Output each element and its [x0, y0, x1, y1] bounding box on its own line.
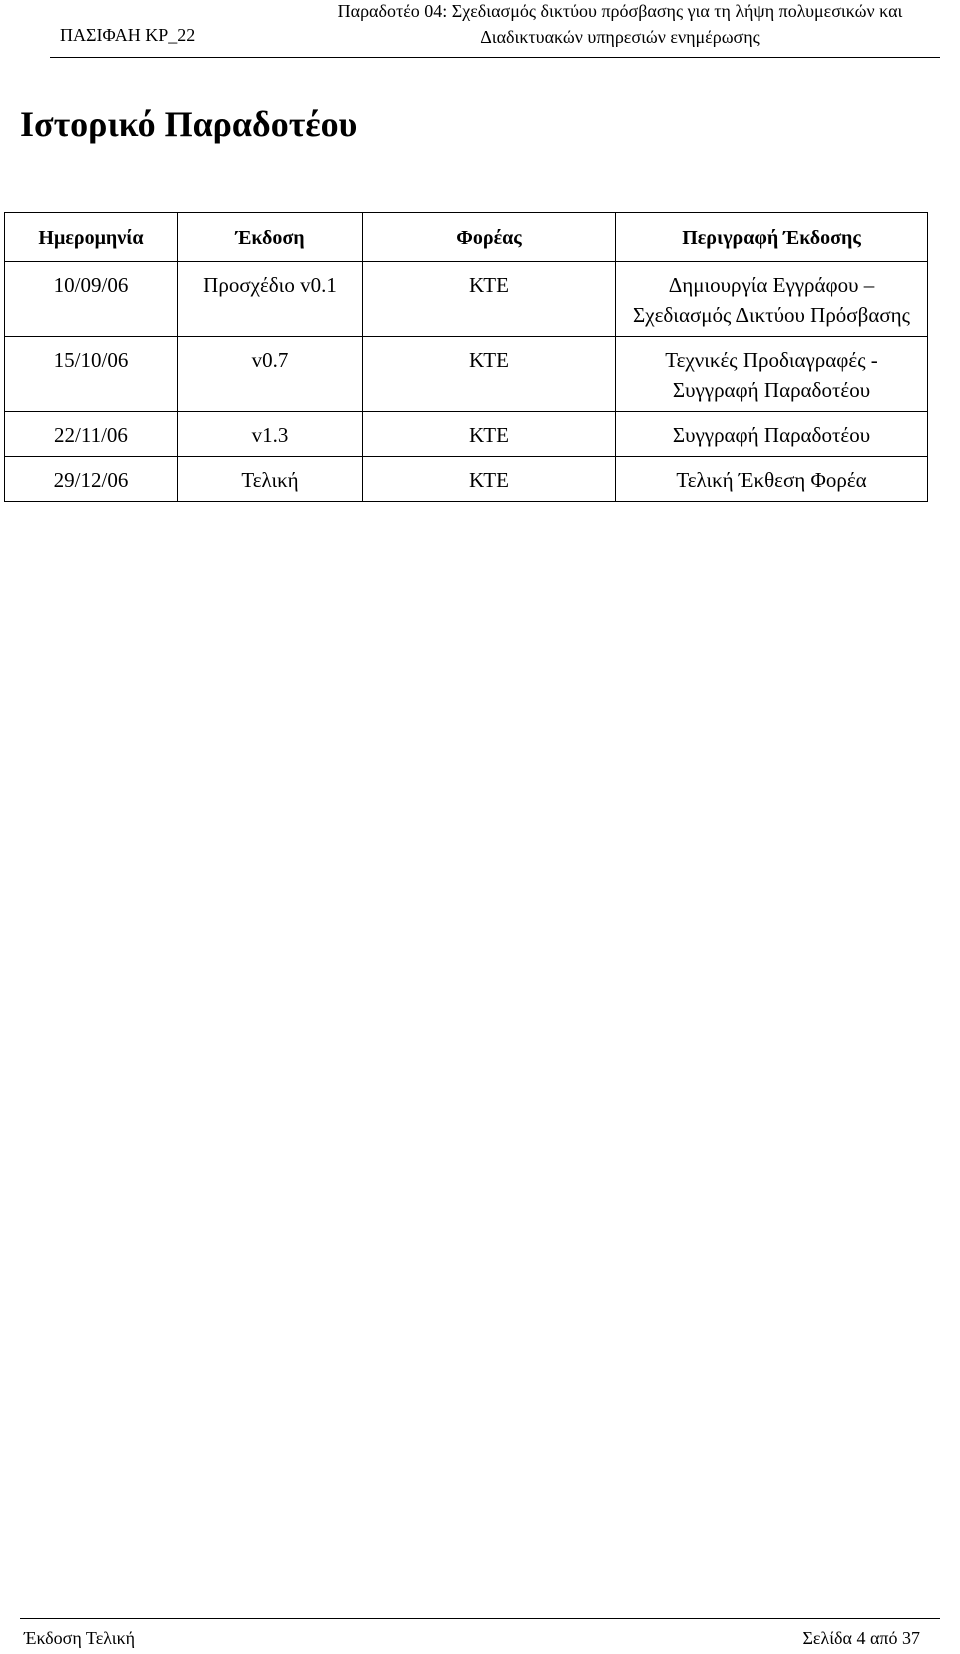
document-title — [300, 0, 940, 50]
page-number: Σελίδα 4 από 37 — [802, 1628, 920, 1648]
cell-version: v1.3 — [178, 412, 363, 457]
header-description: Περιγραφή Έκδοσης — [616, 213, 928, 262]
description-line: Σχεδιασμός Δικτύου Πρόσβασης — [633, 303, 910, 327]
cell-date: 22/11/06 — [5, 412, 178, 457]
cell-organization: ΚΤΕ — [363, 457, 616, 502]
cell-version: Προσχέδιο v0.1 — [178, 262, 363, 337]
page-header — [50, 0, 940, 58]
cell-description — [616, 337, 928, 412]
cell-organization: ΚΤΕ — [363, 262, 616, 337]
version-history-table — [4, 212, 928, 502]
description-line: Τεχνικές Προδιαγραφές - — [665, 348, 878, 372]
cell-version: Τελική — [178, 457, 363, 502]
table-row — [5, 262, 928, 337]
cell-version: v0.7 — [178, 337, 363, 412]
cell-date: 29/12/06 — [5, 457, 178, 502]
table-row — [5, 337, 928, 412]
table-row — [5, 457, 928, 502]
document-title-line-2: Διαδικτυακών υπηρεσιών ενημέρωσης — [480, 27, 760, 47]
cell-description — [616, 262, 928, 337]
table-header-row — [5, 213, 928, 262]
description-line: Τελική Έκθεση Φορέα — [676, 468, 867, 492]
project-code: ΠΑΣΙΦΑΗ ΚΡ_22 — [60, 25, 196, 45]
header-version: Έκδοση — [178, 213, 363, 262]
cell-date: 10/09/06 — [5, 262, 178, 337]
header-organization: Φορέας — [363, 213, 616, 262]
description-line: Συγγραφή Παραδοτέου — [672, 378, 871, 402]
description-line: Δημιουργία Εγγράφου – — [668, 273, 875, 297]
cell-description — [616, 457, 928, 502]
page-footer — [20, 1618, 940, 1654]
page-title: Ιστορικό Παραδοτέου — [20, 104, 358, 144]
document-title-line-1: Παραδοτέο 04: Σχεδιασμός δικτύου πρόσβασης για τη λήψη πολυμεσικών και — [337, 1, 903, 21]
header-date: Ημερομηνία — [5, 213, 178, 262]
cell-date: 15/10/06 — [5, 337, 178, 412]
table-row — [5, 412, 928, 457]
cell-description — [616, 412, 928, 457]
cell-organization: ΚΤΕ — [363, 412, 616, 457]
cell-organization: ΚΤΕ — [363, 337, 616, 412]
description-line: Συγγραφή Παραδοτέου — [672, 423, 871, 447]
version-label: Έκδοση Τελική — [24, 1628, 136, 1648]
